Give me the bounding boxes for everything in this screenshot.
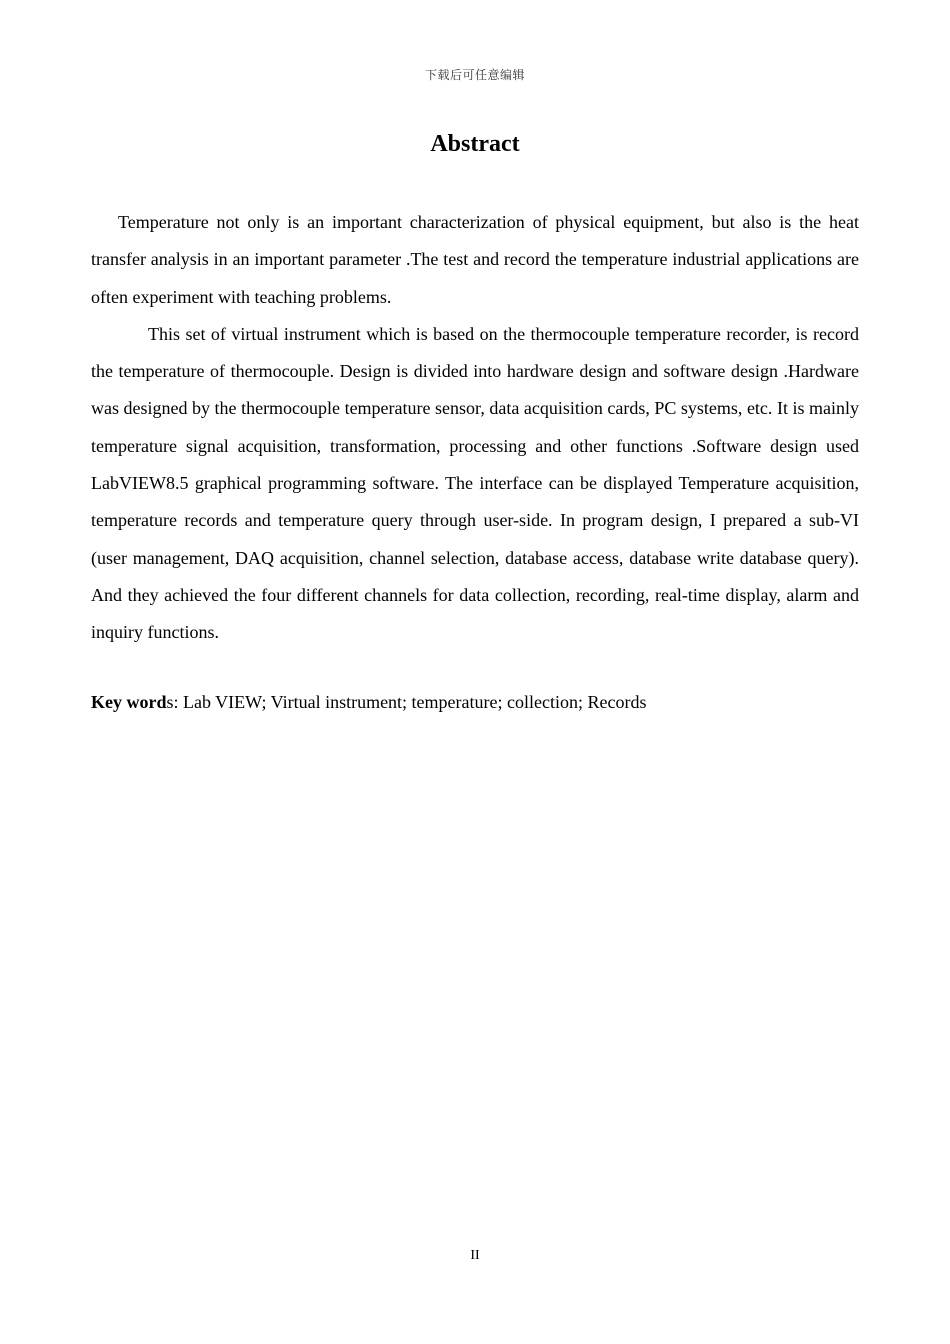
keywords-label-bold: Key word	[91, 692, 167, 712]
abstract-paragraph-1: Temperature not only is an important characterization of physical equipment, but also is the heat transfer analysis in an important parameter .The test and record the temperature industrial applications are often experiment with teaching problems.	[91, 212, 859, 307]
abstract-paragraph-2: This set of virtual instrument which is based on the thermocouple temperature recorder, is record the temperature of thermocouple. Design is divided into hardware design and software design .Hardware was designed by the thermocouple temperature sensor, data acquisition cards, PC systems, etc. It is mainly temperature signal acquisition, transformation, processing and other functions .Software design used LabVIEW8.5 graphical programming software. The interface can be displayed Temperature acquisition, temperature records and temperature query through user-side. In program design, I prepared a sub-VI (user management, DAQ acquisition, channel selection, database access, database write database query). And they achieved the four different channels for data collection, recording, real-time display, alarm and inquiry functions.	[91, 323, 859, 643]
header-note: 下载后可任意编辑	[424, 68, 525, 82]
abstract-body	[91, 204, 859, 652]
page-title: Abstract	[430, 131, 520, 157]
keywords-label-rest: s:	[166, 692, 179, 712]
keywords-line	[91, 686, 859, 718]
keywords-text: Lab VIEW; Virtual instrument; temperature; collection; Records	[178, 692, 647, 712]
page-number: II	[470, 1248, 480, 1263]
